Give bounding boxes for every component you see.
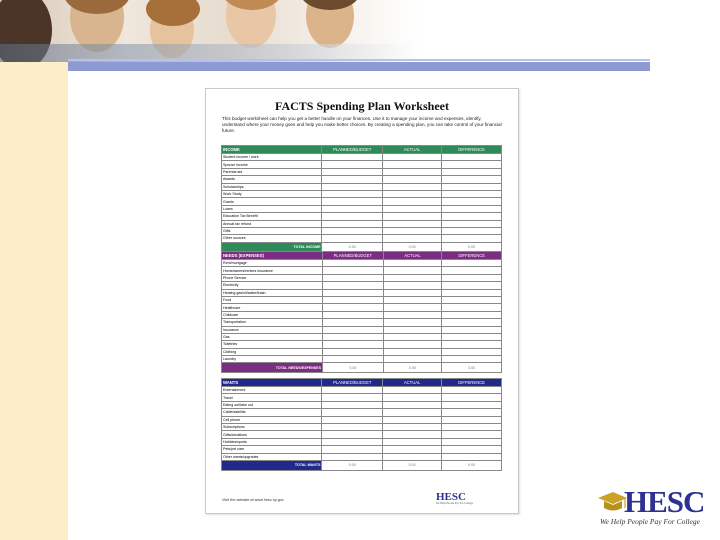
wants-row [222, 401, 502, 408]
needs-planned-cell[interactable] [323, 311, 383, 318]
needs-actual-cell[interactable] [383, 319, 442, 326]
needs-total-actual: 0.00 [383, 363, 442, 373]
needs-row-label: Transportation [222, 319, 323, 326]
wants-row [222, 394, 502, 401]
needs-difference-cell [442, 274, 502, 281]
income-planned-cell[interactable] [322, 154, 383, 161]
worksheet-footer: Visit the website at www.hesc.ny.gov [222, 498, 284, 502]
income-row [222, 176, 502, 183]
income-row-label: Spouse income [222, 161, 322, 168]
wants-actual-cell[interactable] [383, 431, 442, 438]
needs-actual-cell[interactable] [383, 296, 442, 303]
needs-row [222, 356, 502, 363]
wants-total-actual: 0.00 [383, 460, 442, 470]
needs-row [222, 282, 502, 289]
income-row [222, 161, 502, 168]
needs-difference-cell [442, 326, 502, 333]
income-row-label: Grants [222, 198, 322, 205]
income-planned-cell[interactable] [322, 235, 383, 242]
income-actual-cell[interactable] [383, 235, 442, 242]
income-actual-cell[interactable] [383, 213, 442, 220]
income-difference-cell [442, 213, 502, 220]
needs-row-label: Childcare [222, 311, 323, 318]
income-actual-cell[interactable] [383, 190, 442, 197]
needs-total-planned: 0.00 [323, 363, 383, 373]
needs-row [222, 348, 502, 355]
wants-planned-cell[interactable] [322, 409, 383, 416]
income-row [222, 235, 502, 242]
needs-planned-cell[interactable] [323, 341, 383, 348]
income-difference-cell [442, 161, 502, 168]
wants-planned-cell[interactable] [322, 387, 383, 394]
needs-row [222, 341, 502, 348]
income-row [222, 168, 502, 175]
header-stripe [68, 59, 650, 61]
wants-row-label: Cable/satellite [222, 409, 322, 416]
wants-difference-cell [442, 446, 502, 453]
income-row-label: Parental aid [222, 168, 322, 175]
income-row [222, 198, 502, 205]
wants-planned-cell[interactable] [322, 446, 383, 453]
wants-difference-cell [442, 394, 502, 401]
needs-planned-cell[interactable] [323, 289, 383, 296]
income-row-label: Work Study [222, 190, 322, 197]
worksheet-title: FACTS Spending Plan Worksheet [275, 99, 449, 113]
left-accent-band [0, 62, 68, 540]
needs-planned-cell[interactable] [323, 274, 383, 281]
wants-row [222, 446, 502, 453]
income-row [222, 220, 502, 227]
wants-actual-cell[interactable] [383, 453, 442, 460]
wants-row-label: Travel [222, 394, 322, 401]
income-actual-cell[interactable] [383, 227, 442, 234]
wants-planned-cell[interactable] [322, 401, 383, 408]
wants-row-label: Other wants/upgrades [222, 453, 322, 460]
students-header-photo [0, 0, 420, 62]
income-planned-cell[interactable] [322, 198, 383, 205]
income-difference-cell [442, 154, 502, 161]
needs-planned-cell[interactable] [323, 319, 383, 326]
income-difference-cell [442, 220, 502, 227]
income-row-label: Awards [222, 176, 322, 183]
needs-difference-cell [442, 311, 502, 318]
needs-actual-cell[interactable] [383, 260, 442, 267]
wants-row [222, 431, 502, 438]
wants-header-row [222, 379, 502, 387]
needs-total-difference: 0.00 [442, 363, 502, 373]
wants-difference-cell [442, 453, 502, 460]
income-planned-cell[interactable] [322, 213, 383, 220]
wants-actual-cell[interactable] [383, 401, 442, 408]
income-actual-cell[interactable] [383, 168, 442, 175]
needs-total-label: TOTAL NEEDS/EXPENSES [222, 363, 323, 373]
wants-col-planned: PLANNED/BUDGET [322, 379, 383, 387]
wants-total-label: TOTAL WANTS [222, 460, 322, 470]
needs-actual-cell[interactable] [383, 333, 442, 340]
needs-row-label: Homeowners/renters insurance [222, 267, 323, 274]
needs-row-label: Clothing [222, 348, 323, 355]
wants-difference-cell [442, 401, 502, 408]
needs-difference-cell [442, 319, 502, 326]
worksheet-hesc-logo [436, 491, 473, 505]
wants-difference-cell [442, 431, 502, 438]
needs-difference-cell [442, 296, 502, 303]
income-planned-cell[interactable] [322, 176, 383, 183]
needs-difference-cell [442, 356, 502, 363]
worksheet-intro: This budget worksheet can help you get a better handle on your finances. Use it to manage your income and expenses, identify, understand where your money goes and help you make better choices. By creating a spending plan, you can take control of your financial future. [222, 116, 502, 133]
needs-planned-cell[interactable] [323, 282, 383, 289]
needs-actual-cell[interactable] [383, 304, 442, 311]
wants-row-label: Cell phone [222, 416, 322, 423]
wants-difference-cell [442, 438, 502, 445]
wants-row [222, 416, 502, 423]
needs-planned-cell[interactable] [323, 296, 383, 303]
income-col-actual: ACTUAL [383, 146, 442, 154]
needs-row [222, 319, 502, 326]
needs-difference-cell [442, 289, 502, 296]
needs-row [222, 267, 502, 274]
income-difference-cell [442, 227, 502, 234]
needs-actual-cell[interactable] [383, 267, 442, 274]
wants-planned-cell[interactable] [322, 394, 383, 401]
income-actual-cell[interactable] [383, 183, 442, 190]
needs-difference-cell [442, 341, 502, 348]
income-difference-cell [442, 235, 502, 242]
income-row-label: Loans [222, 205, 322, 212]
income-difference-cell [442, 198, 502, 205]
needs-planned-cell[interactable] [323, 267, 383, 274]
needs-planned-cell[interactable] [323, 333, 383, 340]
wants-difference-cell [442, 423, 502, 430]
worksheet-page [205, 88, 519, 514]
needs-difference-cell [442, 267, 502, 274]
income-col-planned: PLANNED/BUDGET [322, 146, 383, 154]
needs-row-label: Insurance [222, 326, 323, 333]
income-actual-cell[interactable] [383, 198, 442, 205]
wants-total-difference: 0.00 [442, 460, 502, 470]
income-planned-cell[interactable] [322, 227, 383, 234]
wants-row-label: Entertainment [222, 387, 322, 394]
needs-row [222, 274, 502, 281]
wants-actual-cell[interactable] [383, 409, 442, 416]
wants-actual-cell[interactable] [383, 394, 442, 401]
wants-row-label: Subscriptions [222, 423, 322, 430]
needs-planned-cell[interactable] [323, 348, 383, 355]
needs-actual-cell[interactable] [383, 348, 442, 355]
wants-row [222, 453, 502, 460]
logo-name: HESC [624, 484, 705, 519]
wants-table [221, 378, 502, 471]
needs-row [222, 304, 502, 311]
income-row-label: Annual tax refund [222, 220, 322, 227]
wants-difference-cell [442, 409, 502, 416]
needs-actual-cell[interactable] [383, 311, 442, 318]
income-row [222, 227, 502, 234]
needs-total-row [222, 363, 502, 373]
needs-row-label: Phone Service [222, 274, 323, 281]
wants-col-actual: ACTUAL [383, 379, 442, 387]
income-planned-cell[interactable] [322, 161, 383, 168]
income-row [222, 205, 502, 212]
needs-table [221, 251, 502, 373]
wants-total-planned: 0.00 [322, 460, 383, 470]
income-row [222, 154, 502, 161]
income-actual-cell[interactable] [383, 220, 442, 227]
wants-row-label: Pets/pet care [222, 446, 322, 453]
wants-actual-cell[interactable] [383, 387, 442, 394]
needs-row-label: Electricity [222, 282, 323, 289]
needs-row-label: Healthcare [222, 304, 323, 311]
wants-difference-cell [442, 387, 502, 394]
needs-row-label: Gas [222, 333, 323, 340]
income-planned-cell[interactable] [322, 190, 383, 197]
income-row-label: Other sources [222, 235, 322, 242]
income-planned-cell[interactable] [322, 205, 383, 212]
income-difference-cell [442, 176, 502, 183]
income-actual-cell[interactable] [383, 176, 442, 183]
wants-heading: WANTS [222, 379, 322, 387]
needs-header-row [222, 252, 502, 260]
needs-planned-cell[interactable] [323, 304, 383, 311]
wants-planned-cell[interactable] [322, 416, 383, 423]
wants-planned-cell[interactable] [322, 431, 383, 438]
wants-planned-cell[interactable] [322, 453, 383, 460]
wants-total-row [222, 460, 502, 470]
needs-difference-cell [442, 282, 502, 289]
income-row [222, 190, 502, 197]
needs-actual-cell[interactable] [383, 326, 442, 333]
income-difference-cell [442, 183, 502, 190]
needs-actual-cell[interactable] [383, 356, 442, 363]
needs-actual-cell[interactable] [383, 341, 442, 348]
wants-planned-cell[interactable] [322, 438, 383, 445]
income-header-row [222, 146, 502, 154]
needs-actual-cell[interactable] [383, 282, 442, 289]
needs-col-actual: ACTUAL [383, 252, 442, 260]
income-difference-cell [442, 190, 502, 197]
needs-difference-cell [442, 348, 502, 355]
wants-row-label: Hobbies/sports [222, 438, 322, 445]
needs-col-planned: PLANNED/BUDGET [323, 252, 383, 260]
needs-row-label: Laundry [222, 356, 323, 363]
needs-actual-cell[interactable] [383, 274, 442, 281]
needs-heading: NEEDS (EXPENSES) [222, 252, 323, 260]
income-total-planned: 0.00 [322, 242, 383, 252]
wants-row [222, 409, 502, 416]
income-planned-cell[interactable] [322, 168, 383, 175]
needs-row [222, 333, 502, 340]
income-row-label: Education Tax Benefit [222, 213, 322, 220]
wants-row-label: Eating out/take out [222, 401, 322, 408]
income-row-label: Gifts [222, 227, 322, 234]
wants-row-label: Gifts/donations [222, 431, 322, 438]
wants-difference-cell [442, 416, 502, 423]
needs-actual-cell[interactable] [383, 289, 442, 296]
needs-row-label: Heating gas/oil/water/trash [222, 289, 323, 296]
needs-row-label: Food [222, 296, 323, 303]
income-total-label: TOTAL INCOME [222, 242, 322, 252]
hesc-logo [596, 484, 716, 532]
worksheet-logo-tagline: We Help People Pay For College [436, 502, 473, 505]
wants-col-difference: DIFFERENCE [442, 379, 502, 387]
income-planned-cell[interactable] [322, 220, 383, 227]
needs-row [222, 326, 502, 333]
needs-difference-cell [442, 260, 502, 267]
needs-col-difference: DIFFERENCE [442, 252, 502, 260]
income-row [222, 213, 502, 220]
wants-planned-cell[interactable] [322, 423, 383, 430]
wants-actual-cell[interactable] [383, 446, 442, 453]
header-bar [68, 62, 650, 71]
income-total-actual: 0.00 [383, 242, 442, 252]
income-row-label: Student income / work [222, 154, 322, 161]
needs-row [222, 260, 502, 267]
needs-row-label: Toiletries [222, 341, 323, 348]
needs-row [222, 296, 502, 303]
income-row-label: Scholarships [222, 183, 322, 190]
worksheet-logo-name: HESC [436, 491, 466, 503]
needs-planned-cell[interactable] [323, 356, 383, 363]
needs-row [222, 289, 502, 296]
wants-actual-cell[interactable] [383, 423, 442, 430]
income-actual-cell[interactable] [383, 161, 442, 168]
wants-actual-cell[interactable] [383, 416, 442, 423]
needs-planned-cell[interactable] [323, 326, 383, 333]
income-row [222, 183, 502, 190]
needs-row [222, 311, 502, 318]
wants-actual-cell[interactable] [383, 438, 442, 445]
income-difference-cell [442, 205, 502, 212]
income-planned-cell[interactable] [322, 183, 383, 190]
income-table [221, 145, 502, 253]
needs-difference-cell [442, 304, 502, 311]
logo-tagline: We Help People Pay For College [600, 517, 700, 526]
income-actual-cell[interactable] [383, 154, 442, 161]
wants-row [222, 423, 502, 430]
wants-row [222, 387, 502, 394]
wants-row [222, 438, 502, 445]
income-heading: INCOME [222, 146, 322, 154]
income-col-difference: DIFFERENCE [442, 146, 502, 154]
needs-row-label: Rent/mortgage [222, 260, 323, 267]
needs-planned-cell[interactable] [323, 260, 383, 267]
income-total-difference: 0.00 [442, 242, 502, 252]
income-actual-cell[interactable] [383, 205, 442, 212]
needs-difference-cell [442, 333, 502, 340]
income-difference-cell [442, 168, 502, 175]
